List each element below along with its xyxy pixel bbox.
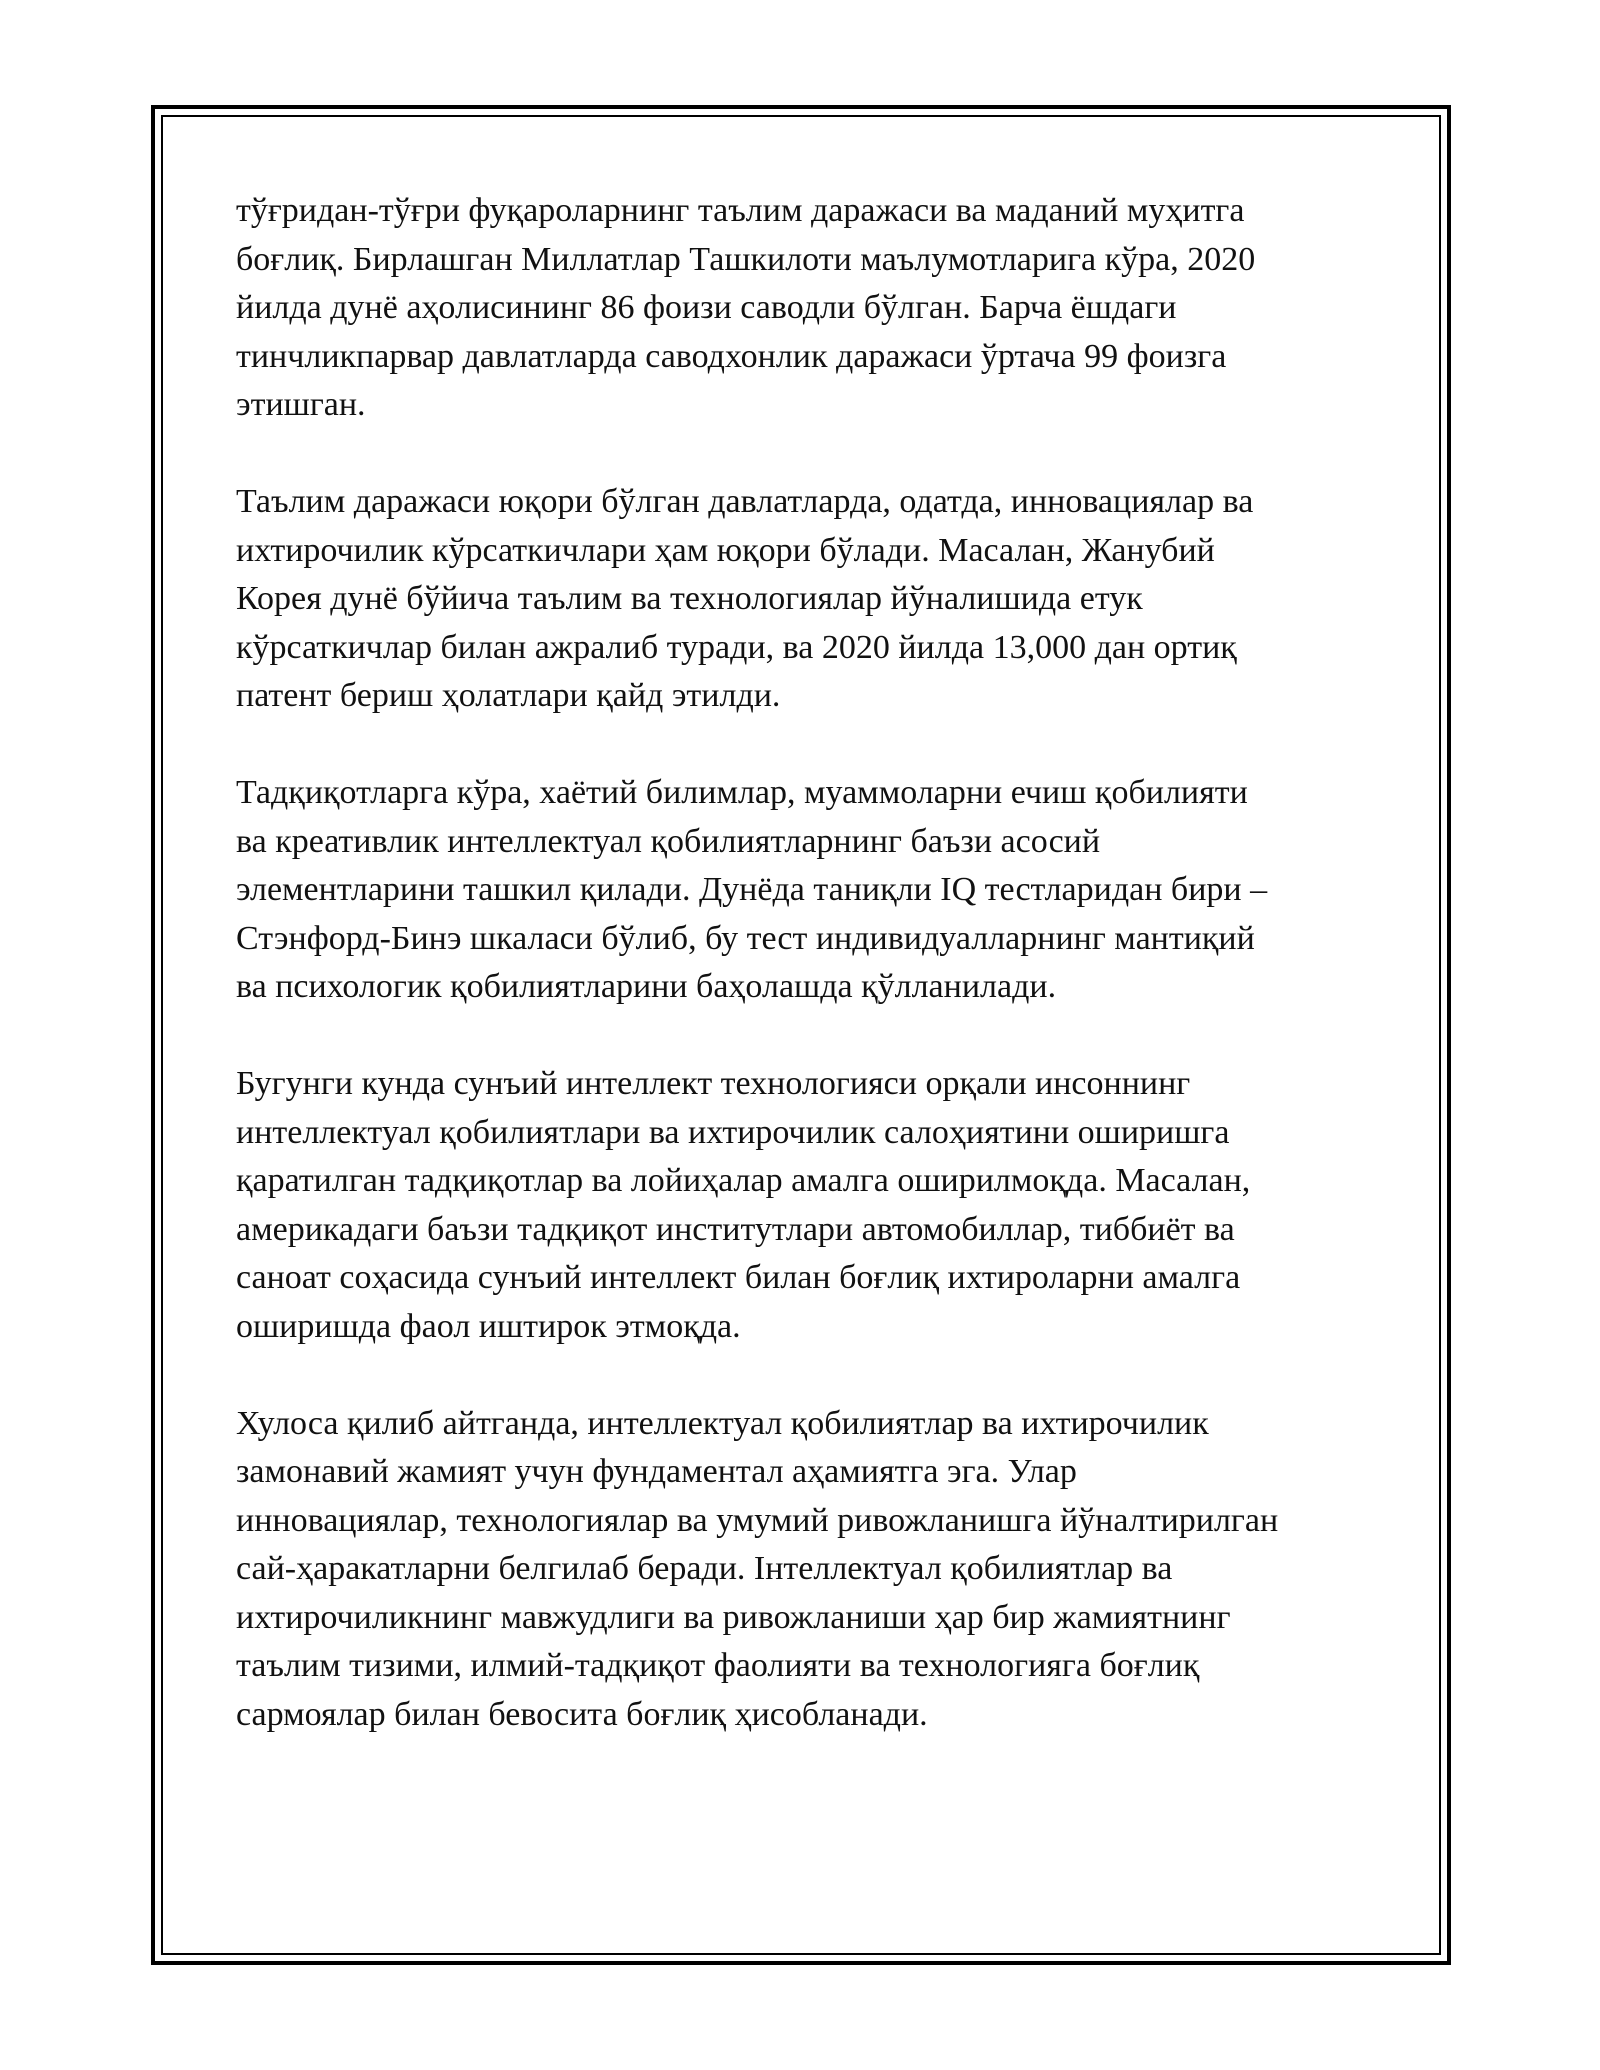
paragraph-research: Тадқиқотларга кўра, хаётий билимлар, муаммоларни ечиш қобилияти ва креативлик интеллектуал қобилиятларнинг баъзи асосий элементларини ташкил қилади. Дунёда таниқли IQ тестларидан бири – Стэнфорд-Бинэ шкаласи бўлиб, бу тест индивидуалларнинг мантиқий ва психологик қобилиятларини баҳолашда қўлланилади. bbox=[236, 774, 1268, 1005]
paragraph-literacy: тўғридан-тўғри фуқароларнинг таълим даражаси ва маданий муҳитга боғлиқ. Бирлашган Миллатлар Ташкилоти маълумотларига кўра, 2020 йилда дунё аҳолисининг 86 фоизи саводли бўлган. Барча ёшдаги тинчликпарвар давлатларда саводхонлик даражаси ўртача 99 фоизга этишган. bbox=[236, 192, 1256, 423]
paragraph-conclusion: Хулоса қилиб айтганда, интеллектуал қобилиятлар ва ихтирочилик замонавий жамият учун фундаментал аҳамиятга эга. Улар инновациялар, технологиялар ва умумий ривожланишга йўналтирилган сай-ҳаракатларни белгилаб беради. Інтеллектуал қобилиятлар ва ихтирочиликнинг мавжудлиги ва ривожланиши ҳар бир жамиятнинг таълим тизими, илмий-тадқиқот фаолияти ва технологияга боғлиқ сармоялар билан бевосита боғлиқ ҳисобланади. bbox=[236, 1404, 1279, 1733]
paragraph-innovation: Таълим даражаси юқори бўлган давлатларда, одатда, инновациялар ва ихтирочилик кўрсаткичлари ҳам юқори бўлади. Масалан, Жанубий Корея дунё бўйича таълим ва технологиялар йўналишида етук кўрсаткичлар билан ажралиб туради, ва 2020 йилда 13,000 дан ортиқ патент бериш ҳолатлари қайд этилди. bbox=[236, 483, 1254, 714]
paragraph-ai: Бугунги кунда сунъий интеллект технологияси орқали инсоннинг интеллектуал қобилиятлари ва ихтирочилик салоҳиятини оширишга қаратилган тадқиқотлар ва лойиҳалар амалга оширилмоқда. Масалан, америкадаги баъзи тадқиқот институтлари автомобиллар, тиббиёт ва саноат соҳасида сунъий интеллект билан боғлиқ ихтироларни амалга оширишда фаол иштирок этмоқда. bbox=[236, 1065, 1251, 1345]
document-body bbox=[236, 187, 1386, 1788]
